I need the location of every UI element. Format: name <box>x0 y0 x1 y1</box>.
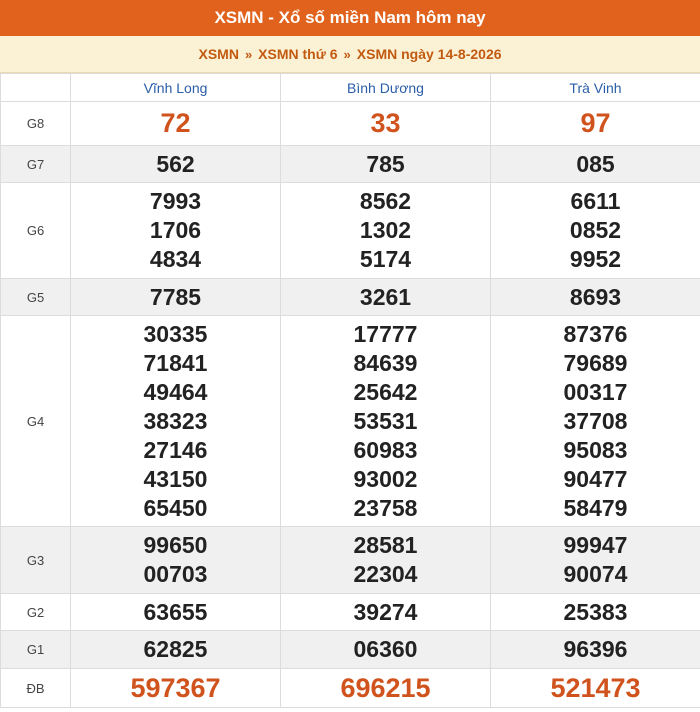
prize-cell <box>491 631 700 669</box>
prize-cell <box>281 183 491 279</box>
prize-row <box>1 146 700 183</box>
corner-cell <box>1 74 71 102</box>
prize-row <box>1 102 700 146</box>
result-number: 99947 <box>563 532 628 558</box>
prize-cell <box>491 183 700 279</box>
prize-row <box>1 183 700 279</box>
result-number: 28581 <box>353 532 418 558</box>
prize-cell <box>71 102 281 146</box>
prize-label: G1 <box>1 631 71 669</box>
result-number: 90074 <box>563 561 628 587</box>
page-header <box>0 0 700 36</box>
result-number: 65450 <box>143 494 208 521</box>
result-number: 1302 <box>359 217 412 243</box>
result-number: 63655 <box>143 598 208 625</box>
result-number: 0852 <box>569 217 622 243</box>
prize-cell <box>491 669 700 708</box>
result-number: 8562 <box>359 188 412 214</box>
prize-label: G3 <box>1 527 71 594</box>
result-number: 27146 <box>143 436 208 463</box>
province-header-binh-duong[interactable]: Bình Dương <box>281 74 491 102</box>
prize-cell <box>281 527 491 594</box>
result-number: 085 <box>576 150 615 177</box>
breadcrumb <box>0 36 700 73</box>
result-number: 00703 <box>143 561 208 587</box>
prize-cell <box>71 631 281 669</box>
result-number: 38323 <box>143 407 208 434</box>
province-header-tra-vinh[interactable]: Trà Vinh <box>491 74 700 102</box>
result-number: 17777 <box>353 320 418 347</box>
result-number: 43150 <box>143 465 208 492</box>
result-number: 1706 <box>149 217 202 243</box>
result-number: 60983 <box>353 436 418 463</box>
prize-row <box>1 669 700 708</box>
breadcrumb-separator: » <box>343 46 351 62</box>
result-number: 90477 <box>563 465 628 492</box>
prize-cell <box>71 594 281 631</box>
result-number: 7785 <box>149 283 202 310</box>
result-number: 562 <box>156 150 195 177</box>
prize-cell <box>491 279 700 316</box>
prize-cell <box>71 316 281 527</box>
prize-cell <box>491 527 700 594</box>
prize-cell <box>71 183 281 279</box>
prize-row <box>1 631 700 669</box>
result-number: 9952 <box>569 246 622 272</box>
prize-cell <box>281 102 491 146</box>
result-number: 62825 <box>143 636 208 662</box>
result-number: 5174 <box>359 246 412 272</box>
result-number: 521473 <box>550 672 641 703</box>
result-number: 7993 <box>149 188 202 214</box>
prize-cell <box>281 279 491 316</box>
prize-row <box>1 594 700 631</box>
prize-cell <box>71 146 281 183</box>
breadcrumb-separator: » <box>244 46 253 62</box>
result-number: 58479 <box>563 494 628 521</box>
result-number: 785 <box>366 150 405 177</box>
result-number: 696215 <box>340 672 431 703</box>
prize-cell <box>71 669 281 708</box>
prize-label: G2 <box>1 594 71 631</box>
result-number: 33 <box>370 108 401 138</box>
result-number: 30335 <box>143 320 208 347</box>
result-number: 8693 <box>569 283 622 310</box>
result-number: 6611 <box>570 188 621 214</box>
prize-cell <box>491 146 700 183</box>
prize-cell <box>281 146 491 183</box>
result-number: 3261 <box>359 283 412 310</box>
result-number: 37708 <box>563 407 628 434</box>
result-number: 597367 <box>130 672 221 703</box>
results-body <box>1 102 700 708</box>
prize-cell <box>281 594 491 631</box>
result-number: 4834 <box>149 246 202 272</box>
result-number: 72 <box>160 108 191 138</box>
result-number: 22304 <box>353 561 418 587</box>
province-header-vinh-long[interactable]: Vĩnh Long <box>71 74 281 102</box>
result-number: 71841 <box>143 349 208 376</box>
results-table <box>0 73 700 708</box>
prize-label: G7 <box>1 146 71 183</box>
result-number: 93002 <box>353 465 418 492</box>
prize-label: G8 <box>1 102 71 146</box>
prize-label: G4 <box>1 316 71 527</box>
result-number: 39274 <box>353 598 418 625</box>
result-number: 00317 <box>563 378 628 405</box>
prize-row <box>1 316 700 527</box>
prize-row <box>1 527 700 594</box>
page-title: XSMN - Xổ số miền Nam hôm nay <box>214 8 486 27</box>
result-number: 87376 <box>563 320 628 347</box>
prize-cell <box>281 669 491 708</box>
result-number: 25383 <box>563 598 628 625</box>
prize-row <box>1 279 700 316</box>
result-number: 84639 <box>353 349 418 376</box>
breadcrumb-link-xsmn-friday[interactable]: XSMN thứ 6 <box>258 46 338 62</box>
prize-label: ĐB <box>1 669 71 708</box>
prize-label: G5 <box>1 279 71 316</box>
prize-label: G6 <box>1 183 71 279</box>
prize-cell <box>491 102 700 146</box>
result-number: 06360 <box>353 636 418 662</box>
prize-cell <box>491 316 700 527</box>
result-number: 99650 <box>143 532 208 558</box>
result-number: 49464 <box>143 378 208 405</box>
prize-cell <box>281 631 491 669</box>
result-number: 25642 <box>353 378 418 405</box>
prize-cell <box>71 279 281 316</box>
result-number: 79689 <box>563 349 628 376</box>
result-number: 53531 <box>353 407 418 434</box>
table-header-row <box>1 74 700 102</box>
prize-cell <box>491 594 700 631</box>
prize-cell <box>71 527 281 594</box>
result-number: 96396 <box>563 636 628 662</box>
breadcrumb-link-xsmn[interactable]: XSMN <box>198 46 239 62</box>
breadcrumb-link-xsmn-date[interactable]: XSMN ngày 14-8-2026 <box>356 46 502 62</box>
result-number: 95083 <box>563 436 628 463</box>
prize-cell <box>281 316 491 527</box>
result-number: 97 <box>580 108 611 138</box>
result-number: 23758 <box>353 494 418 521</box>
